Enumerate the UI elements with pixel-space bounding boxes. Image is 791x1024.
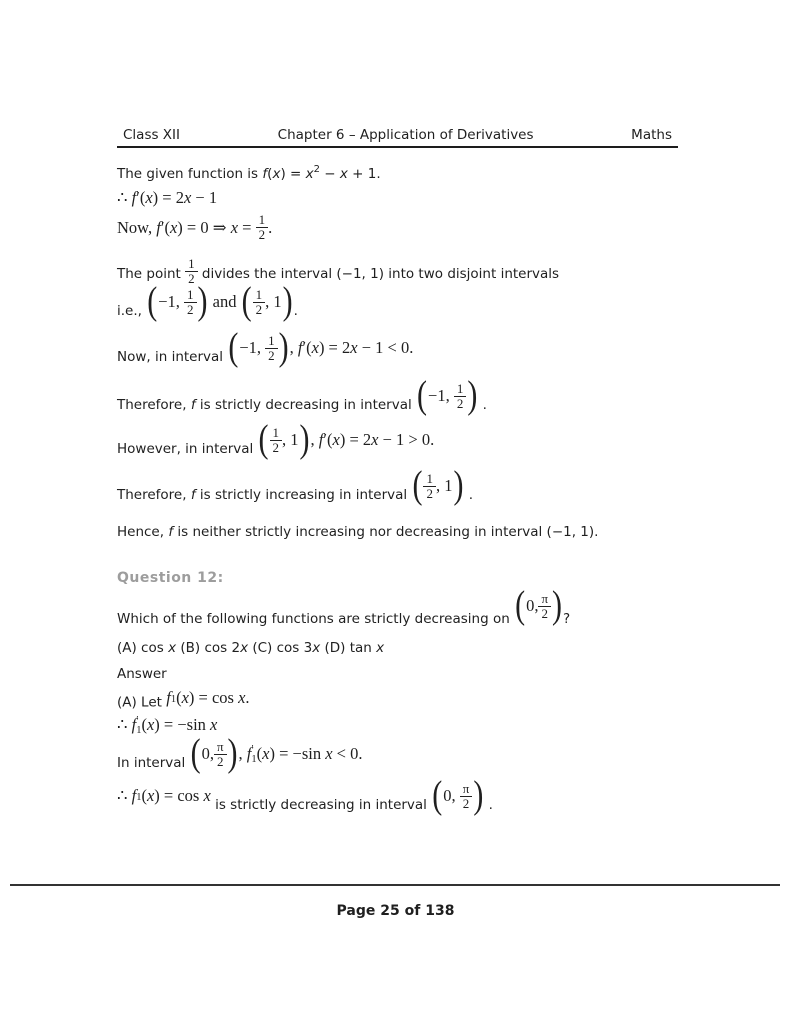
interval-positive-line bbox=[117, 417, 697, 464]
text-run: is neither strictly increasing nor decreasing in interval (−1, 1). bbox=[173, 524, 599, 540]
text-run: i.e., bbox=[117, 303, 147, 319]
text-run: 0, bbox=[201, 744, 214, 763]
fraction-numerator: 1 bbox=[185, 257, 198, 272]
text-run: f bbox=[156, 217, 161, 237]
let-f1-line bbox=[117, 688, 697, 713]
text-run: ) = −sin bbox=[154, 715, 211, 734]
text-run: x bbox=[332, 430, 340, 449]
text-run: ) = 2 bbox=[152, 188, 184, 207]
text-run: f bbox=[131, 785, 137, 805]
text-run: + 1. bbox=[347, 166, 381, 182]
fraction-numerator: 1 bbox=[184, 288, 197, 303]
paren: ) bbox=[227, 731, 238, 775]
text-run: x bbox=[181, 688, 189, 707]
text-run: ( bbox=[256, 744, 263, 763]
paren: ( bbox=[258, 417, 269, 461]
fraction-numerator: π bbox=[214, 740, 227, 755]
text-run: −1, bbox=[239, 338, 266, 357]
fraction bbox=[214, 740, 227, 769]
math-group bbox=[416, 373, 478, 417]
paren: ( bbox=[432, 773, 443, 817]
footer-divider bbox=[10, 884, 780, 886]
text-run: , 1 bbox=[282, 430, 299, 449]
math-group-inner bbox=[411, 463, 464, 507]
fraction-numerator: 1 bbox=[423, 472, 436, 487]
text-run: Therefore, bbox=[117, 487, 191, 503]
question-12-options bbox=[117, 638, 697, 658]
text-run: ) = cos bbox=[154, 785, 204, 805]
text-run: . bbox=[484, 797, 493, 813]
fraction-numerator: 1 bbox=[265, 334, 278, 349]
paren: ( bbox=[228, 325, 239, 369]
given-function-line bbox=[117, 160, 697, 184]
text-run: x bbox=[272, 166, 281, 182]
text-run: (D) tan bbox=[320, 640, 377, 656]
text-run: . bbox=[293, 303, 298, 319]
text-run: (A) Let bbox=[117, 694, 167, 711]
text-run: . bbox=[478, 397, 487, 413]
text-run: 0, bbox=[443, 786, 460, 805]
text-run: ( bbox=[176, 688, 182, 707]
fraction bbox=[454, 382, 467, 411]
header-class-label: Class XII bbox=[123, 127, 181, 143]
subscript: 1 bbox=[251, 754, 257, 765]
text-run: − 1 < 0. bbox=[357, 338, 414, 357]
text-run: − 1 bbox=[191, 188, 218, 207]
math-group-inner bbox=[227, 325, 414, 369]
text-run: x bbox=[183, 188, 192, 207]
text-run: , 1 bbox=[265, 292, 282, 311]
text-run: f bbox=[131, 188, 137, 207]
text-run: < 0. bbox=[332, 744, 363, 763]
text-run: f bbox=[297, 338, 303, 357]
text-run: ) = cos bbox=[188, 688, 239, 707]
fraction bbox=[423, 472, 436, 501]
text-run: 2 bbox=[313, 164, 320, 175]
text-run: x bbox=[376, 640, 385, 656]
fraction-denominator: 2 bbox=[462, 795, 470, 811]
text-run: However, in interval bbox=[117, 441, 258, 457]
text-run: divides the interval (−1, 1) into two disjoint intervals bbox=[197, 266, 560, 282]
text-run: is strictly decreasing in interval bbox=[210, 797, 432, 813]
text-run: 0, bbox=[526, 596, 539, 615]
math-group-inner bbox=[166, 688, 249, 708]
math-group-inner bbox=[514, 583, 563, 627]
text-run: f bbox=[318, 430, 324, 449]
math-group bbox=[146, 279, 293, 323]
math-group-inner bbox=[117, 213, 272, 242]
text-run: (A) cos bbox=[117, 640, 169, 656]
text-run: , bbox=[238, 744, 247, 763]
paren: ( bbox=[147, 279, 158, 323]
math-group bbox=[227, 325, 414, 369]
critical-point-line bbox=[117, 212, 697, 246]
text-run: − bbox=[319, 166, 340, 182]
text-run: ∴ bbox=[117, 715, 132, 734]
in-interval-line bbox=[117, 731, 697, 778]
fraction-denominator: 2 bbox=[456, 395, 464, 411]
text-run: f bbox=[190, 487, 196, 503]
fraction-numerator: π bbox=[538, 592, 551, 607]
text-run: . bbox=[464, 487, 474, 503]
page-number: Page 25 of 138 bbox=[336, 903, 455, 919]
math-group-inner bbox=[190, 731, 363, 775]
text-run: −1, bbox=[158, 292, 185, 311]
page-header bbox=[117, 127, 678, 148]
sup-sub-stack bbox=[251, 745, 256, 765]
text-run: ( bbox=[141, 715, 147, 734]
text-run: −1, bbox=[428, 386, 454, 405]
paren: ( bbox=[241, 279, 252, 323]
fraction bbox=[253, 288, 266, 317]
paren: ) bbox=[299, 417, 310, 461]
paren: ( bbox=[190, 731, 201, 775]
math-group-inner bbox=[146, 279, 293, 323]
text-run: f bbox=[190, 397, 196, 413]
conclusion-line bbox=[117, 522, 697, 542]
sup-sub-stack bbox=[136, 716, 141, 736]
math-group bbox=[514, 583, 563, 627]
fraction-denominator: 2 bbox=[255, 301, 263, 317]
paren: ) bbox=[467, 373, 478, 417]
text-run: ) = 2 bbox=[339, 430, 372, 449]
text-run: − 1 > 0. bbox=[378, 430, 435, 449]
text-run: In interval bbox=[117, 755, 190, 771]
text-run: ′( bbox=[136, 188, 146, 207]
fraction-denominator: 2 bbox=[272, 439, 280, 455]
fraction-denominator: 2 bbox=[268, 347, 275, 363]
math-group bbox=[258, 417, 435, 461]
text-run: x bbox=[210, 715, 218, 734]
math-group bbox=[166, 688, 249, 709]
answer-label: Answer bbox=[117, 666, 167, 682]
text-run: f bbox=[131, 715, 137, 734]
text-run: is strictly decreasing in interval bbox=[195, 397, 417, 413]
text-run: and bbox=[208, 292, 241, 311]
fraction bbox=[270, 426, 283, 455]
text-run: , bbox=[289, 338, 298, 357]
fraction-denominator: 2 bbox=[258, 227, 266, 242]
fraction-denominator: 2 bbox=[187, 301, 194, 317]
fraction-numerator: 1 bbox=[454, 382, 467, 397]
question-12-text bbox=[117, 583, 697, 634]
fraction bbox=[538, 592, 551, 621]
fraction-denominator: 2 bbox=[541, 605, 548, 621]
paren: ) bbox=[197, 279, 208, 323]
f1-derivative-line bbox=[117, 715, 697, 740]
text-run: x bbox=[339, 166, 348, 182]
text-run: ( bbox=[267, 166, 273, 182]
paren: ( bbox=[412, 463, 423, 507]
math-group bbox=[117, 715, 217, 736]
text-run: x bbox=[145, 188, 153, 207]
text-run: ) = 2 bbox=[318, 338, 351, 357]
math-group-inner bbox=[117, 715, 217, 735]
superscript: ′ bbox=[251, 744, 254, 755]
fraction bbox=[265, 334, 278, 363]
math-group bbox=[117, 786, 211, 807]
fraction-numerator: 1 bbox=[253, 288, 266, 303]
text-run: (B) cos 2 bbox=[176, 640, 241, 656]
text-run: x bbox=[168, 640, 177, 656]
text-run: The point bbox=[117, 266, 186, 282]
paren: ) bbox=[453, 463, 464, 507]
fraction-denominator: 2 bbox=[188, 271, 195, 286]
fraction bbox=[460, 782, 473, 811]
strictly-increasing-line bbox=[117, 463, 697, 510]
math-group bbox=[411, 463, 464, 507]
math-group-inner bbox=[431, 773, 484, 817]
ie-intervals-line bbox=[117, 279, 697, 326]
text-run: 1 bbox=[136, 791, 142, 803]
math-group-inner bbox=[117, 188, 217, 208]
paren: ) bbox=[552, 583, 563, 627]
text-run: x bbox=[325, 744, 333, 763]
paren: ( bbox=[417, 373, 428, 417]
fraction-numerator: 1 bbox=[270, 426, 283, 441]
paren: ) bbox=[282, 279, 293, 323]
final-conclusion-line bbox=[117, 773, 697, 820]
text-run: ∴ bbox=[117, 188, 132, 207]
subscript: 1 bbox=[136, 725, 142, 736]
header-subject-label: Maths bbox=[631, 127, 672, 143]
header-chapter-title: Chapter 6 – Application of Derivatives bbox=[277, 127, 534, 143]
text-run: f bbox=[168, 524, 174, 540]
text-run: x bbox=[312, 640, 321, 656]
text-run: . bbox=[268, 217, 273, 237]
text-run: ? bbox=[563, 611, 571, 627]
paren: ( bbox=[515, 583, 526, 627]
strictly-decreasing-line bbox=[117, 373, 697, 420]
text-run: x bbox=[230, 217, 239, 237]
paren: ) bbox=[278, 325, 289, 369]
fraction bbox=[184, 288, 197, 317]
text-run: Now, in interval bbox=[117, 349, 228, 365]
text-run: is strictly increasing in interval bbox=[195, 487, 412, 503]
text-run: ′( bbox=[160, 217, 170, 237]
text-run: (C) cos 3 bbox=[248, 640, 313, 656]
text-run: x bbox=[311, 338, 319, 357]
fraction-denominator: 2 bbox=[217, 753, 224, 769]
text-run: ) = −sin bbox=[269, 744, 326, 763]
text-run: x bbox=[305, 166, 314, 182]
text-run: ( bbox=[141, 785, 147, 805]
math-group-inner bbox=[416, 373, 478, 417]
text-run: x bbox=[203, 785, 211, 805]
text-run: Hence, bbox=[117, 524, 169, 540]
text-run: x bbox=[350, 338, 358, 357]
interval-negative-line bbox=[117, 325, 697, 372]
fraction-denominator: 2 bbox=[426, 485, 433, 501]
text-run: = bbox=[238, 217, 256, 237]
text-run: 1 bbox=[170, 694, 177, 705]
paren: ) bbox=[473, 773, 484, 817]
text-run: Which of the following functions are strictly decreasing on bbox=[117, 611, 515, 627]
text-run: ′( bbox=[302, 338, 312, 357]
text-run: , bbox=[310, 430, 319, 449]
text-run: x bbox=[169, 217, 178, 237]
text-run: Therefore, bbox=[117, 397, 191, 413]
text-run: x bbox=[146, 715, 155, 734]
math-group bbox=[117, 188, 217, 209]
text-run: x bbox=[371, 430, 379, 449]
fraction bbox=[256, 213, 269, 242]
math-group bbox=[190, 731, 363, 775]
text-run: ′( bbox=[323, 430, 333, 449]
math-group-inner bbox=[258, 417, 435, 461]
text-run: f bbox=[166, 688, 171, 707]
text-run: f bbox=[262, 166, 268, 182]
math-group bbox=[117, 213, 272, 242]
math-group bbox=[185, 254, 198, 286]
text-run: ∴ bbox=[117, 785, 132, 805]
math-group-inner bbox=[117, 786, 211, 806]
text-run: f bbox=[246, 744, 252, 763]
text-run: x bbox=[146, 785, 155, 805]
question-12-heading: Question 12: bbox=[117, 570, 224, 586]
text-run: ) = bbox=[280, 166, 306, 182]
text-run: Now, bbox=[117, 217, 157, 237]
derivative-line bbox=[117, 188, 697, 213]
text-run: x bbox=[240, 640, 249, 656]
text-run: The given function is bbox=[117, 166, 263, 182]
page-content bbox=[117, 150, 697, 820]
fraction-numerator: π bbox=[460, 782, 473, 797]
fraction-numerator: 1 bbox=[256, 213, 269, 228]
text-run: x bbox=[238, 688, 246, 707]
text-run: ) = 0 ⇒ bbox=[177, 217, 231, 237]
text-run: , 1 bbox=[435, 476, 453, 495]
text-run: . bbox=[245, 688, 250, 707]
math-group bbox=[431, 773, 484, 817]
text-run: x bbox=[262, 744, 270, 763]
superscript: ′ bbox=[136, 715, 139, 726]
